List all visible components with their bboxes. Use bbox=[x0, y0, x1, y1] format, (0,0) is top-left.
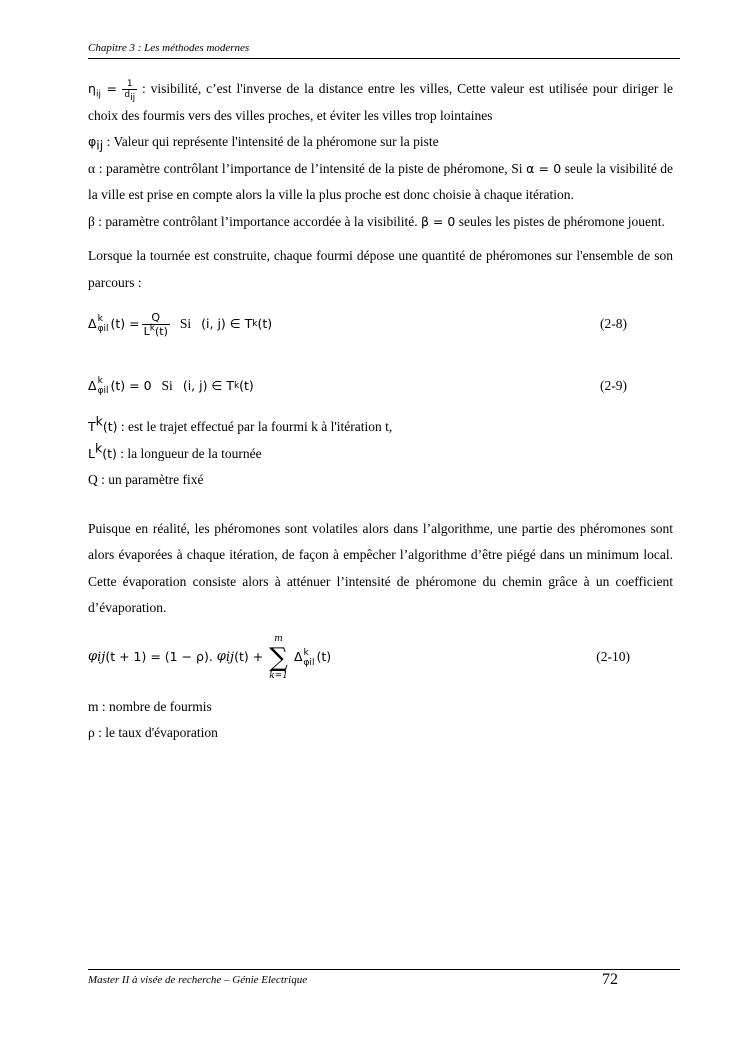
eq28-fraction bbox=[142, 311, 170, 338]
eq210-rhs-phi: φ bbox=[216, 649, 226, 665]
phi-symbol: φ bbox=[88, 134, 97, 149]
page-number: 72 bbox=[602, 971, 618, 988]
phi-description: : Valeur qui représente l'intensité de la phéromone sur la piste bbox=[106, 134, 439, 149]
legend-t-sup: k bbox=[95, 413, 103, 429]
eq210-delta: Δ bbox=[293, 649, 303, 665]
paragraph-deposit: Lorsque la tournée est construite, chaque fourmi dépose une quantité de phéromones sur l'ensemble de son parcours : bbox=[88, 248, 673, 290]
eq29-number: (2-9) bbox=[600, 377, 627, 393]
legend-l-arg: (t) bbox=[102, 445, 117, 461]
eq28-frac-num: Q bbox=[151, 310, 161, 324]
eta-fraction-denominator: d bbox=[124, 90, 131, 100]
definition-phi bbox=[88, 129, 673, 156]
eq29-sub: φil bbox=[97, 386, 109, 396]
sum-sigma: ∑ bbox=[269, 642, 288, 673]
page-header bbox=[88, 42, 680, 59]
legend-m: m : nombre de fourmis bbox=[88, 698, 212, 714]
footer-text: Master II à visée de recherche – Génie Electrique bbox=[88, 974, 308, 986]
eq29-cond: (i, j) ∈ T bbox=[182, 377, 234, 393]
eq28-arg: (t) = bbox=[110, 315, 140, 331]
legend-t-symbol: T bbox=[88, 419, 96, 434]
page-footer bbox=[88, 969, 680, 986]
eq210-lhs-phi: φ bbox=[88, 649, 98, 665]
eq210-arg: (t) bbox=[316, 649, 332, 665]
eq29-sup: k bbox=[97, 376, 103, 386]
summation bbox=[269, 634, 288, 682]
eq28-sub: φil bbox=[97, 324, 109, 334]
eta-subscript: ij bbox=[95, 89, 101, 100]
eq29-si: Si bbox=[161, 377, 173, 393]
sum-lower-limit: k=1 bbox=[269, 670, 288, 681]
page-content bbox=[88, 76, 673, 747]
eq29-delta: Δ bbox=[88, 377, 97, 393]
eq210-sup: k bbox=[303, 647, 309, 658]
beta-symbol: β bbox=[88, 213, 95, 229]
beta-description-2: seules les pistes de phéromone jouent. bbox=[458, 213, 665, 229]
legend-length bbox=[88, 441, 673, 468]
equation-2-9: Δ k φil (t) = 0 Si (i, j) ∈ T k (t) (2-9) bbox=[88, 366, 673, 406]
alpha-description-2: seule la visibilité de la ville est prise en compte alors la ville la plus proche est donc choisie à chaque itération. bbox=[88, 160, 674, 202]
eta-fraction bbox=[122, 79, 137, 103]
eq28-sup: k bbox=[97, 314, 103, 324]
legend-t-arg: (t) bbox=[102, 419, 118, 434]
eq210-lhs-arg: (t + 1) = (1 − ρ). bbox=[105, 649, 217, 665]
legend-l-text: : la longueur de la tournée bbox=[120, 445, 262, 461]
legend-trajectory bbox=[88, 414, 673, 441]
eta-fraction-numerator: 1 bbox=[126, 79, 133, 89]
eq28-frac-den: L bbox=[143, 324, 150, 338]
eq210-sub: φil bbox=[303, 657, 315, 668]
equation-2-8: Δ k φil (t) = $\frac{Q}{L^k(t)}$ Si (i, j) ∈ T k (t) (2-8) bbox=[88, 310, 627, 338]
alpha-description-1: : paramètre contrôlant l’importance de l’intensité de la piste de phéromone, Si bbox=[98, 160, 523, 176]
eq28-delta: Δ bbox=[88, 315, 97, 331]
beta-condition: β = 0 bbox=[420, 213, 456, 229]
eq28-frac-den-arg: (t) bbox=[154, 324, 168, 338]
eq29-arg: (t) = 0 bbox=[110, 377, 152, 393]
equation-2-10: φ ij (t + 1) = (1 − ρ). φ ij (t) + m ∑ k=1 Δ k φil (t) (2-10) bbox=[88, 633, 630, 681]
eta-equals: = bbox=[106, 81, 117, 96]
eq28-frac-den-sup: k bbox=[149, 322, 155, 333]
eta-fraction-denominator-sub: ij bbox=[130, 92, 136, 103]
eq28-cond: (i, j) ∈ T bbox=[201, 315, 253, 331]
paragraph-evaporation: Puisque en réalité, les phéromones sont volatiles alors dans l’algorithme, une partie des phéromones sont alors évaporées à chaque itération, de façon à empêcher l’algorithme d’être piégé dans un minimum local. Cette évaporation consiste alors à atténuer l’intensité de phéromone du chemin grâce à un coefficient d’évaporation. bbox=[88, 520, 673, 615]
phi-subscript: ij bbox=[96, 137, 104, 153]
eq28-cond-arg: (t) bbox=[257, 315, 273, 331]
alpha-symbol: α bbox=[88, 160, 96, 176]
definition-beta bbox=[88, 209, 673, 236]
sum-upper-limit: m bbox=[274, 633, 283, 644]
legend-l-sup: k bbox=[94, 440, 103, 455]
alpha-condition: α = 0 bbox=[526, 160, 562, 176]
eta-symbol: η bbox=[88, 81, 96, 96]
eq28-si: Si bbox=[179, 315, 192, 331]
eq28-number: (2-8) bbox=[600, 315, 627, 331]
legend-rho: ρ : le taux d'évaporation bbox=[88, 725, 218, 740]
legend-q: Q : un paramètre fixé bbox=[88, 472, 204, 487]
legend-t-text: : est le trajet effectué par la fourmi k à l'itération t, bbox=[120, 419, 393, 434]
definition-eta bbox=[88, 76, 673, 129]
eq210-number: (2-10) bbox=[596, 649, 630, 665]
beta-description-1: : paramètre contrôlant l’importance accordée à la visibilité. bbox=[98, 213, 418, 229]
eq210-rhs-arg: (t) + bbox=[234, 649, 264, 665]
eta-description: : visibilité, c’est l'inverse de la distance entre les villes, Cette valeur est utilisée pour diriger le choix des fourmis vers des villes proches, et éviter les villes trop lointaines bbox=[88, 81, 673, 123]
chapter-title: Chapitre 3 : Les méthodes modernes bbox=[88, 42, 250, 54]
definition-alpha bbox=[88, 156, 673, 209]
legend-l-symbol: L bbox=[88, 445, 95, 461]
eq29-cond-arg: (t) bbox=[239, 377, 254, 393]
